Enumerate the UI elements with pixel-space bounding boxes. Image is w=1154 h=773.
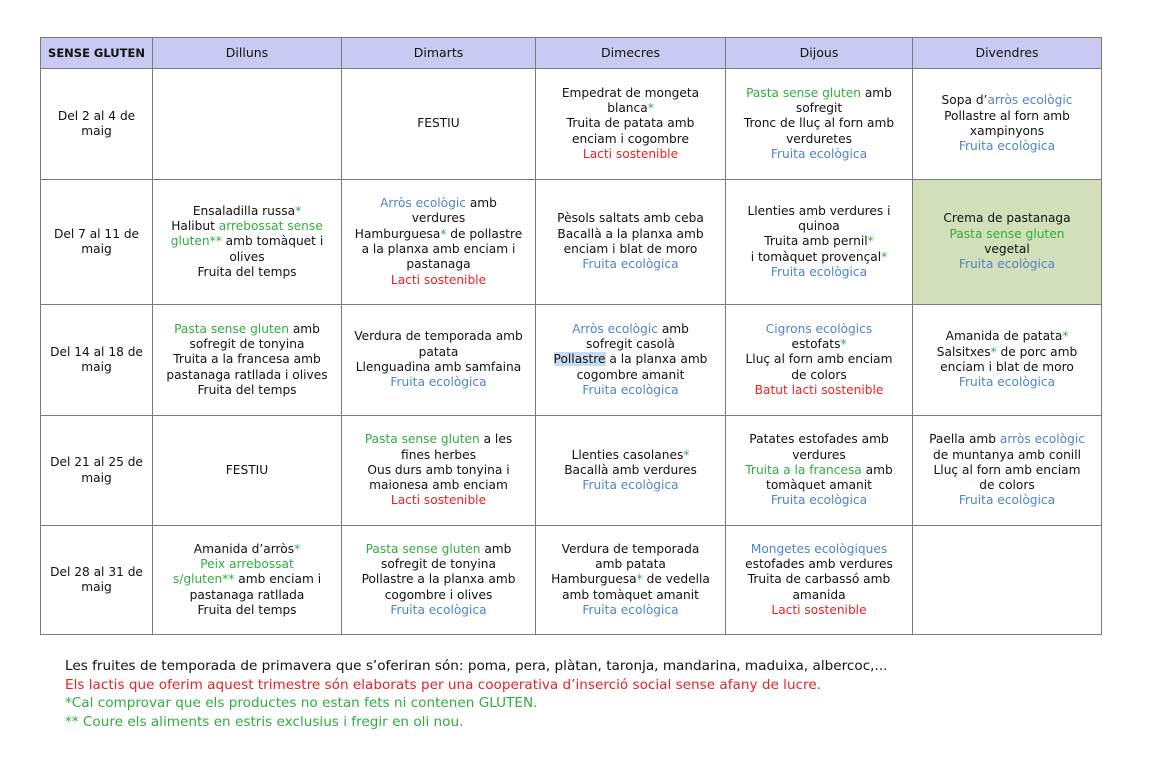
menu-line bbox=[158, 368, 336, 383]
menu-line bbox=[731, 250, 907, 265]
menu-text: Truita a la francesa bbox=[745, 462, 862, 477]
menu-line bbox=[541, 322, 720, 337]
header-day-friday: Divendres bbox=[913, 38, 1102, 69]
menu-cell-monday bbox=[153, 416, 342, 526]
menu-text: fines herbes bbox=[401, 447, 476, 462]
menu-text: amanida bbox=[792, 587, 846, 602]
menu-line bbox=[918, 139, 1096, 154]
menu-text: Fruita del temps bbox=[197, 382, 297, 397]
menu-line bbox=[347, 463, 530, 478]
menu-line bbox=[347, 227, 530, 242]
menu-line bbox=[541, 211, 720, 226]
menu-line bbox=[918, 242, 1096, 257]
menu-cell-friday bbox=[913, 69, 1102, 180]
menu-text: amb bbox=[860, 85, 892, 100]
menu-text: a les bbox=[479, 432, 513, 447]
menu-text: Truita de patata amb bbox=[566, 116, 695, 131]
menu-text: Arròs ecològic bbox=[572, 321, 658, 336]
menu-text: Truita de carbassó amb bbox=[747, 572, 891, 587]
menu-line bbox=[158, 265, 336, 280]
menu-line bbox=[731, 132, 907, 147]
menu-line bbox=[918, 93, 1096, 108]
menu-text: * bbox=[867, 234, 874, 249]
menu-text: Pasta sense gluten bbox=[746, 85, 861, 100]
menu-line bbox=[731, 101, 907, 116]
menu-text: Pollastre al forn amb bbox=[944, 108, 1070, 123]
menu-line bbox=[158, 204, 336, 219]
menu-text: Fruita ecològica bbox=[958, 257, 1056, 272]
menu-line bbox=[347, 116, 530, 131]
menu-body bbox=[41, 69, 1102, 635]
menu-text: pastanaga ratllada i olives bbox=[166, 367, 328, 382]
menu-text: * bbox=[440, 226, 447, 241]
menu-line bbox=[541, 337, 720, 352]
menu-cell-wednesday bbox=[536, 305, 726, 416]
menu-line bbox=[731, 352, 907, 367]
menu-cell-tuesday bbox=[342, 180, 536, 305]
menu-text: Lluç al forn amb enciam bbox=[745, 352, 893, 367]
menu-text: verduretes bbox=[786, 131, 852, 146]
menu-text: FESTIU bbox=[417, 116, 460, 131]
menu-line bbox=[918, 124, 1096, 139]
menu-line bbox=[158, 322, 336, 337]
menu-text: Fruita ecològica bbox=[582, 382, 679, 397]
menu-text: de colors bbox=[791, 367, 847, 382]
menu-line bbox=[731, 603, 907, 618]
menu-text: Peix arrebossat bbox=[200, 557, 294, 572]
menu-line bbox=[158, 337, 336, 352]
menu-line bbox=[918, 360, 1096, 375]
menu-text: amb bbox=[861, 462, 893, 477]
week-label: Del 28 al 31 de maig bbox=[41, 526, 153, 635]
menu-text: * bbox=[683, 447, 690, 462]
menu-text: sofregit casolà bbox=[586, 337, 675, 352]
menu-text: Fruita ecològica bbox=[770, 264, 868, 279]
menu-text: Arròs ecològic bbox=[380, 196, 466, 211]
menu-line bbox=[541, 572, 720, 587]
menu-text: vegetal bbox=[984, 242, 1030, 256]
menu-line bbox=[347, 242, 530, 257]
menu-line bbox=[731, 86, 907, 101]
menu-line bbox=[731, 557, 907, 572]
menu-cell-friday bbox=[913, 180, 1102, 305]
menu-text: Pollastre a la planxa amb bbox=[361, 572, 516, 587]
week-row bbox=[41, 180, 1102, 305]
menu-line bbox=[731, 493, 907, 508]
menu-table bbox=[40, 37, 1102, 635]
menu-text: Lluç al forn amb enciam bbox=[933, 462, 1081, 477]
menu-line bbox=[158, 572, 336, 587]
menu-text: verdures bbox=[792, 447, 846, 462]
menu-line bbox=[158, 463, 336, 478]
menu-text: * bbox=[881, 249, 888, 264]
week-row bbox=[41, 69, 1102, 180]
menu-text: tomàquet amanit bbox=[766, 478, 872, 493]
menu-line bbox=[731, 219, 907, 234]
menu-line bbox=[731, 432, 907, 447]
menu-text: estofades amb verdures bbox=[745, 557, 893, 572]
menu-line bbox=[158, 250, 336, 265]
footnote-line: *Cal comprovar que els productes no estan fets ni contenen GLUTEN. bbox=[65, 695, 538, 712]
menu-cell-monday bbox=[153, 180, 342, 305]
menu-line bbox=[541, 368, 720, 383]
menu-text: Pasta sense gluten bbox=[174, 321, 289, 336]
menu-line bbox=[918, 329, 1096, 344]
menu-line bbox=[541, 352, 720, 367]
menu-line bbox=[347, 273, 530, 288]
week-row bbox=[41, 526, 1102, 635]
menu-cell-monday bbox=[153, 69, 342, 180]
footnote-line: ** Coure els aliments en estris exclusius i fregir en oli nou. bbox=[65, 713, 464, 730]
menu-line bbox=[918, 109, 1096, 124]
menu-text: Fruita ecològica bbox=[958, 139, 1056, 154]
menu-text: Fruita del temps bbox=[197, 602, 297, 617]
menu-text: Amanida d’arròs bbox=[193, 541, 295, 556]
menu-line bbox=[731, 383, 907, 398]
menu-line bbox=[731, 234, 907, 249]
menu-text: Bacallà amb verdures bbox=[564, 462, 697, 477]
menu-text: * bbox=[990, 344, 997, 359]
menu-cell-thursday bbox=[726, 69, 913, 180]
menu-line bbox=[158, 588, 336, 603]
menu-text: Fruita ecològica bbox=[390, 602, 487, 617]
menu-cell-tuesday bbox=[342, 416, 536, 526]
menu-cell-friday bbox=[913, 416, 1102, 526]
menu-text: pastanaga bbox=[406, 257, 471, 272]
menu-text: amb bbox=[657, 321, 689, 336]
menu-cell-tuesday bbox=[342, 526, 536, 635]
menu-line bbox=[541, 588, 720, 603]
menu-text: enciam i cogombre bbox=[572, 131, 689, 146]
menu-cell-friday bbox=[913, 526, 1102, 635]
menu-text: Truita a la francesa amb bbox=[173, 352, 321, 367]
week-row bbox=[41, 305, 1102, 416]
menu-text: amb bbox=[465, 196, 497, 211]
menu-line bbox=[347, 588, 530, 603]
menu-line bbox=[918, 211, 1096, 226]
menu-line bbox=[541, 242, 720, 257]
menu-line bbox=[347, 603, 530, 618]
menu-text: Crema de pastanaga bbox=[943, 211, 1071, 226]
menu-text: de pollastre bbox=[446, 226, 523, 241]
menu-line bbox=[918, 345, 1096, 360]
menu-line bbox=[158, 352, 336, 367]
menu-text: cogombre i olives bbox=[384, 587, 493, 602]
menu-cell-wednesday bbox=[536, 69, 726, 180]
menu-line bbox=[541, 463, 720, 478]
menu-text: patata bbox=[418, 344, 459, 359]
menu-text: Amanida de patata bbox=[945, 329, 1063, 344]
week-label: Del 7 al 11 de maig bbox=[41, 180, 153, 305]
menu-text: * bbox=[636, 572, 643, 587]
menu-text: Lacti sostenible bbox=[771, 602, 867, 617]
menu-text: amb bbox=[480, 541, 512, 556]
menu-text: Fruita ecològica bbox=[582, 257, 679, 272]
menu-text: sofregit de tonyina bbox=[381, 557, 496, 572]
menu-line bbox=[347, 557, 530, 572]
menu-text: Fruita ecològica bbox=[770, 146, 868, 161]
menu-line bbox=[541, 603, 720, 618]
menu-text: amb tomàquet i bbox=[221, 234, 324, 249]
menu-text: Hamburguesa bbox=[354, 226, 441, 241]
menu-line bbox=[158, 603, 336, 618]
menu-cell-tuesday bbox=[342, 69, 536, 180]
menu-line bbox=[541, 86, 720, 101]
menu-text: cogombre amanit bbox=[576, 367, 685, 382]
menu-text: de vedella bbox=[642, 572, 710, 587]
menu-line bbox=[541, 116, 720, 131]
menu-text: arròs ecològic bbox=[999, 432, 1085, 447]
menu-line bbox=[731, 337, 907, 352]
menu-text: Verdura de temporada amb bbox=[354, 329, 523, 344]
menu-text: enciam i blat de moro bbox=[563, 242, 698, 256]
menu-text: Pasta sense gluten bbox=[365, 541, 481, 556]
menu-text: Fruita ecològica bbox=[958, 375, 1056, 390]
menu-line bbox=[347, 542, 530, 557]
menu-text: Ensaladilla russa bbox=[192, 203, 296, 218]
header-day-thursday: Dijous bbox=[726, 38, 913, 69]
menu-cell-monday bbox=[153, 526, 342, 635]
menu-line bbox=[541, 101, 720, 116]
menu-text: * bbox=[1062, 329, 1069, 344]
menu-cell-wednesday bbox=[536, 180, 726, 305]
menu-text: Pollastre bbox=[553, 352, 606, 367]
menu-line bbox=[347, 493, 530, 508]
menu-text: i tomàquet provençal bbox=[750, 249, 882, 264]
menu-text: Mongetes ecològiques bbox=[750, 541, 888, 556]
menu-text: arròs ecològic bbox=[987, 93, 1073, 108]
menu-cell-thursday bbox=[726, 416, 913, 526]
menu-text: Lacti sostenible bbox=[390, 272, 487, 287]
menu-text: Lacti sostenible bbox=[582, 146, 679, 161]
footnote-line: Els lactis que oferim aquest trimestre són elaborats per una cooperativa d’inserció social sense afany de lucre. bbox=[65, 676, 822, 693]
menu-line bbox=[158, 383, 336, 398]
menu-text: Truita amb pernil bbox=[764, 234, 868, 249]
header-day-wednesday: Dimecres bbox=[536, 38, 726, 69]
menu-text: Llenties casolanes bbox=[571, 447, 684, 462]
header-row bbox=[41, 38, 1102, 69]
menu-text: Batut lacti sostenible bbox=[754, 382, 884, 397]
menu-cell-thursday bbox=[726, 526, 913, 635]
menu-line bbox=[731, 542, 907, 557]
menu-text: de colors bbox=[979, 478, 1035, 493]
menu-line bbox=[541, 132, 720, 147]
menu-text: amb bbox=[288, 321, 320, 336]
menu-text: de porc amb bbox=[996, 344, 1078, 359]
menu-line bbox=[541, 147, 720, 162]
menu-text: * bbox=[840, 337, 847, 352]
menu-text: * bbox=[647, 101, 654, 116]
menu-text: Salsitxes bbox=[936, 344, 991, 359]
menu-line bbox=[541, 257, 720, 272]
menu-line bbox=[918, 463, 1096, 478]
menu-line bbox=[347, 572, 530, 587]
week-row bbox=[41, 416, 1102, 526]
menu-line bbox=[347, 196, 530, 211]
menu-line bbox=[731, 322, 907, 337]
menu-text: Verdura de temporada bbox=[561, 541, 700, 556]
menu-text: * bbox=[294, 541, 301, 556]
menu-text: Lacti sostenible bbox=[390, 493, 487, 508]
menu-line bbox=[541, 542, 720, 557]
menu-text: Empedrat de mongeta bbox=[561, 85, 700, 100]
menu-text: Patates estofades amb bbox=[749, 432, 889, 447]
footnotes bbox=[65, 657, 887, 731]
menu-line bbox=[731, 478, 907, 493]
menu-text: estofats bbox=[791, 337, 841, 352]
menu-line bbox=[731, 147, 907, 162]
menu-line bbox=[541, 478, 720, 493]
week-label: Del 21 al 25 de maig bbox=[41, 416, 153, 526]
menu-text: arrebossat sense bbox=[218, 219, 323, 234]
menu-line bbox=[158, 542, 336, 557]
menu-text: a la planxa amb enciam i bbox=[361, 242, 516, 256]
menu-text: Paella amb bbox=[929, 432, 1000, 447]
menu-text: Fruita ecològica bbox=[582, 602, 679, 617]
header-day-monday: Dilluns bbox=[153, 38, 342, 69]
menu-line bbox=[347, 448, 530, 463]
menu-text: Ous durs amb tonyina i bbox=[367, 462, 510, 477]
menu-text: Fruita del temps bbox=[197, 264, 297, 279]
menu-line bbox=[918, 432, 1096, 447]
menu-text: Tronc de lluç al forn amb bbox=[743, 116, 895, 131]
menu-text: pastanaga ratllada bbox=[189, 587, 305, 602]
menu-line bbox=[541, 448, 720, 463]
menu-text: xampinyons bbox=[969, 124, 1045, 138]
menu-line bbox=[731, 448, 907, 463]
menu-text: maionesa amb enciam bbox=[369, 478, 508, 493]
menu-line bbox=[731, 204, 907, 219]
menu-line bbox=[541, 383, 720, 398]
header-day-tuesday: Dimarts bbox=[342, 38, 536, 69]
menu-line bbox=[918, 493, 1096, 508]
menu-text: Sopa d’ bbox=[941, 93, 988, 108]
menu-line bbox=[918, 257, 1096, 272]
menu-line bbox=[541, 227, 720, 242]
menu-line bbox=[918, 448, 1096, 463]
menu-line bbox=[731, 368, 907, 383]
menu-text: Pèsols saltats amb ceba bbox=[557, 211, 704, 226]
menu-cell-tuesday bbox=[342, 305, 536, 416]
menu-text: quinoa bbox=[798, 219, 840, 234]
menu-text: Cigrons ecològics bbox=[765, 321, 873, 336]
menu-text: Pasta sense gluten bbox=[949, 226, 1065, 241]
menu-line bbox=[918, 227, 1096, 242]
menu-text: amb enciam i bbox=[234, 572, 322, 587]
menu-line bbox=[731, 463, 907, 478]
menu-cell-thursday bbox=[726, 180, 913, 305]
menu-text: Pasta sense gluten bbox=[364, 432, 480, 447]
week-label: Del 14 al 18 de maig bbox=[41, 305, 153, 416]
menu-text: Fruita ecològica bbox=[958, 493, 1056, 508]
menu-line bbox=[347, 432, 530, 447]
menu-text: FESTIU bbox=[225, 462, 269, 477]
week-label: Del 2 al 4 de maig bbox=[41, 69, 153, 180]
menu-cell-monday bbox=[153, 305, 342, 416]
menu-text: amb patata bbox=[595, 557, 666, 572]
menu-text: verdures bbox=[411, 211, 466, 226]
menu-text: de muntanya amb conill bbox=[933, 447, 1081, 462]
menu-line bbox=[731, 116, 907, 131]
menu-text: Llenties amb verdures i bbox=[747, 203, 891, 218]
menu-text: Llenguadina amb samfaina bbox=[355, 360, 522, 374]
menu-text: blanca bbox=[607, 101, 648, 116]
menu-line bbox=[347, 360, 530, 375]
menu-text: s/gluten** bbox=[172, 572, 235, 587]
menu-line bbox=[158, 557, 336, 572]
menu-line bbox=[347, 375, 530, 390]
menu-line bbox=[347, 257, 530, 272]
menu-line bbox=[731, 265, 907, 280]
header-corner: SENSE GLUTEN bbox=[41, 38, 153, 69]
menu-line bbox=[918, 375, 1096, 390]
menu-line bbox=[347, 211, 530, 226]
menu-text: Fruita ecològica bbox=[770, 493, 868, 508]
menu-text: Fruita ecològica bbox=[390, 375, 487, 390]
menu-text: olives bbox=[229, 249, 265, 264]
menu-cell-wednesday bbox=[536, 526, 726, 635]
menu-text: gluten** bbox=[170, 234, 222, 249]
menu-cell-thursday bbox=[726, 305, 913, 416]
menu-line bbox=[541, 557, 720, 572]
menu-text: Fruita ecològica bbox=[582, 478, 679, 493]
menu-text: sofregit de tonyina bbox=[189, 337, 305, 352]
menu-text: Halibut bbox=[171, 219, 219, 234]
menu-line bbox=[158, 219, 336, 234]
menu-line bbox=[731, 588, 907, 603]
menu-line bbox=[918, 478, 1096, 493]
menu-text: enciam i blat de moro bbox=[940, 360, 1074, 374]
menu-cell-wednesday bbox=[536, 416, 726, 526]
menu-text: Hamburguesa bbox=[551, 572, 637, 587]
menu-text: sofregit bbox=[795, 101, 843, 116]
menu-line bbox=[158, 234, 336, 249]
menu-line bbox=[731, 572, 907, 587]
footnote-line: Les fruites de temporada de primavera que s’oferiran són: poma, pera, plàtan, taronja, mandarina, maduixa, albercoc,... bbox=[65, 658, 888, 674]
menu-line bbox=[347, 329, 530, 344]
menu-line bbox=[347, 345, 530, 360]
menu-cell-friday bbox=[913, 305, 1102, 416]
menu-line bbox=[347, 478, 530, 493]
menu-text: * bbox=[295, 203, 302, 218]
menu-text: a la planxa amb bbox=[605, 352, 708, 367]
menu-text: Bacallà a la planxa amb bbox=[557, 226, 704, 241]
menu-text: amb tomàquet amanit bbox=[562, 587, 699, 602]
